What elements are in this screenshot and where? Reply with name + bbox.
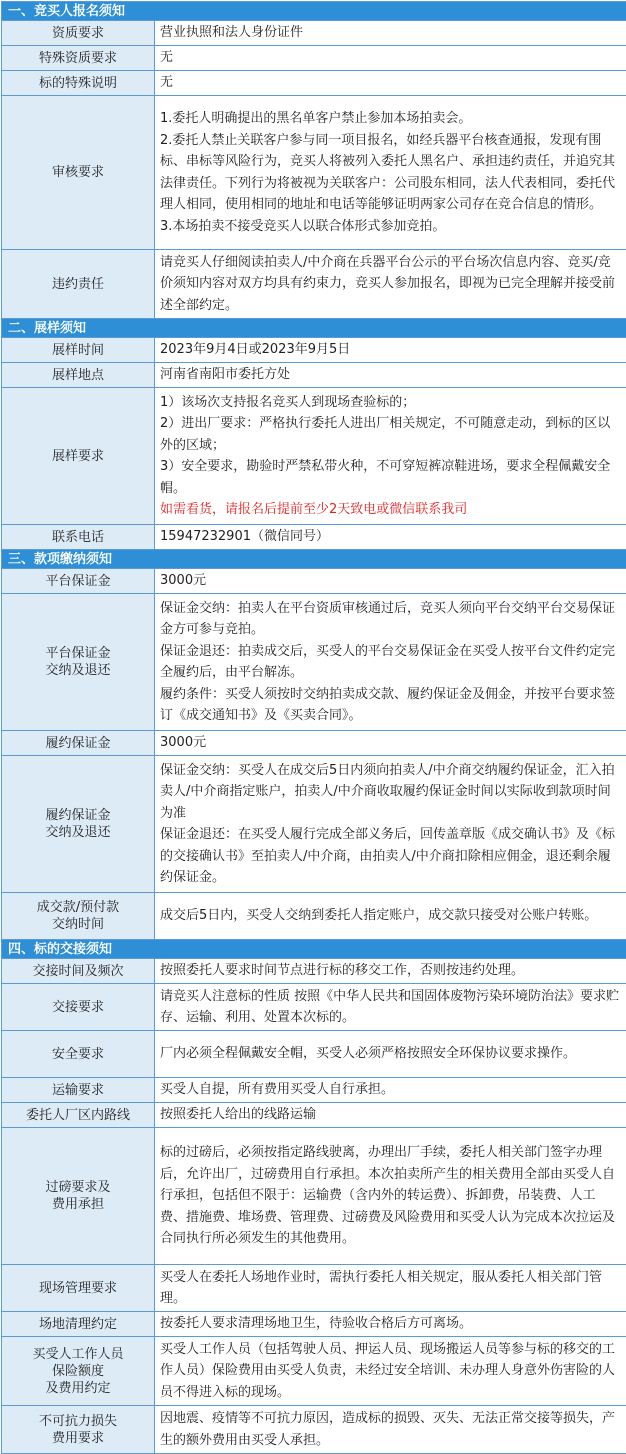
row-value <box>155 1265 626 1311</box>
row-value <box>155 594 626 730</box>
value-line: 按委托人要求清理场地卫生，待验收合格后方可离场。 <box>160 1316 473 1332</box>
value-line: 无 <box>160 50 174 66</box>
row-value <box>155 959 626 983</box>
table-row <box>2 1103 626 1128</box>
row-label: 联系电话 <box>2 525 155 549</box>
row-label: 不可抗力损失 费用要求 <box>2 1406 155 1453</box>
row-label: 运输要求 <box>2 1078 155 1102</box>
row-value <box>155 893 626 939</box>
row-value <box>155 984 626 1030</box>
row-value <box>155 1128 626 1264</box>
row-label: 资质要求 <box>2 21 155 45</box>
value-line: 3000元 <box>160 573 207 589</box>
row-label: 审核要求 <box>2 96 155 249</box>
value-line: 保证金退还：拍卖成交后，买受人的平台交易保证金在买受人按平台文件约定完全履约后，由平台解冻。 <box>160 643 616 680</box>
value-line: 按照委托人要求时间节点进行标的移交工作，否则按违约处理。 <box>160 963 525 979</box>
row-label: 交接时间及频次 <box>2 959 155 983</box>
row-value <box>155 1312 626 1336</box>
row-value <box>155 96 626 249</box>
value-line: 河南省南阳市委托方处 <box>160 367 291 383</box>
table-row <box>2 1128 626 1265</box>
row-value <box>155 388 626 524</box>
value-line: 厂内必须全程佩戴安全帽，买受人必须严格按照安全环保协议要求操作。 <box>160 1046 577 1062</box>
value-line: 保证金交纳：拍卖人在平台资质审核通过后，竞买人须向平台交纳平台交易保证金方可参与竞拍。 <box>160 600 616 637</box>
value-line: 买受人在委托人场地作业时，需执行委托人相关规定，服从委托人相关部门管理。 <box>160 1269 603 1306</box>
row-value <box>155 1103 626 1127</box>
table-row <box>2 338 626 363</box>
row-value <box>155 250 626 318</box>
row-value <box>155 338 626 362</box>
value-line: 2023年9月4日或2023年9月5日 <box>160 342 351 358</box>
value-line: 2.委托人禁止关联客户参与同一项目报名，如经兵器平台核查通报，发现有围标、串标等风险行为，竞买人将被列入委托人黑名户、承担违约责任，并追究其法律责任。下列行为将被视为关联客户：公司股东相同，法人代表相同，委托代理人相同，使用相同的地址和电话等能够证明两家公司存在竞合信息的情形。 <box>160 132 616 212</box>
table-row <box>2 96 626 250</box>
value-line: 营业执照和法人身份证件 <box>160 25 304 41</box>
row-label: 展样要求 <box>2 388 155 524</box>
value-line: 买受人自提，所有费用买受人自行承担。 <box>160 1082 395 1098</box>
row-label: 违约责任 <box>2 250 155 318</box>
row-value <box>155 71 626 95</box>
table-row <box>2 959 626 984</box>
section-header: 二、展样须知 <box>2 319 626 338</box>
section-header: 一、竞买人报名须知 <box>2 2 626 21</box>
row-value <box>155 1406 626 1453</box>
table-row <box>2 21 626 46</box>
value-line: 3）安全要求，勘验时严禁私带火种，不可穿短裤凉鞋进场，要求全程佩戴安全帽。 <box>160 459 611 496</box>
row-value <box>155 525 626 549</box>
table-row <box>2 1312 626 1337</box>
value-line: 请竞买人注意标的性质 按照《中华人民共和国固体废物污染环境防治法》要求贮存、运输、利用、处置本次标的。 <box>160 988 620 1025</box>
table-row <box>2 594 626 731</box>
row-label: 平台保证金 交纳及退还 <box>2 594 155 730</box>
row-label: 履约保证金 交纳及退还 <box>2 756 155 892</box>
table-row <box>2 46 626 71</box>
value-line: 因地震、疫情等不可抗力原因，造成标的损毁、灭失、无法正常交接等损失，产生的额外费用由买受人承担。 <box>160 1411 616 1448</box>
row-value <box>155 731 626 755</box>
value-line: 标的过磅后，必须按指定路线驶离，办理出厂手续，委托人相关部门签字办理后，允许出厂，过磅费用自行承担。本次拍卖所产生的相关费用全部由买受人自行承担，包括但不限于：运输费（含内外的转运费）、拆卸费，吊装费、人工费、措施费、堆场费、管理费、过磅费及风险费用和买受人认为完成本次拉运及合同执行所必须发生的其他费用。 <box>160 1145 616 1247</box>
row-label: 现场管理要求 <box>2 1265 155 1311</box>
value-line: 履约条件：买受人须按时交纳拍卖成交款、履约保证金及佣金，并按平台要求签订《成交通知书》及《买卖合同》。 <box>160 686 616 723</box>
row-label: 特殊资质要求 <box>2 46 155 70</box>
value-line: 保证金退还：在买受人履行完成全部义务后，回传盖章版《成交确认书》及《标的交接确认书》至拍卖人/中介商，由拍卖人/中介商扣除相应佣金，退还剩余履约保证金。 <box>160 827 616 885</box>
row-label: 交接要求 <box>2 984 155 1030</box>
row-value <box>155 21 626 45</box>
value-line: 成交后5日内，买受人交纳到委托人指定账户，成交款只接受对公账户转账。 <box>160 908 598 924</box>
value-line: 15947232901（微信同号） <box>160 529 329 545</box>
value-line: 请竞买人仔细阅读拍卖人/中介商在兵器平台公示的平台场次信息内容、竞买/竞价须知内容对双方均具有约束力，竞买人参加报名，即视为已完全理解并接受前述全部约定。 <box>160 254 616 313</box>
row-label: 展样时间 <box>2 338 155 362</box>
row-value <box>155 46 626 70</box>
section-header: 三、款项缴纳须知 <box>2 550 626 569</box>
row-label: 委托人厂区内路线 <box>2 1103 155 1127</box>
value-line: 按照委托人给出的线路运输 <box>160 1107 317 1123</box>
info-table <box>1 1 626 1454</box>
row-label: 买受人工作人员 保险额度 及费用约定 <box>2 1337 155 1405</box>
row-label: 展样地点 <box>2 363 155 387</box>
row-value <box>155 363 626 387</box>
value-line: 保证金交纳：买受人在成交后5日内须向拍卖人/中介商交纳履约保证金，汇入拍卖人/中介商指定账户，拍卖人/中介商收取履约保证金时间以实际收到款项时间为准 <box>160 762 615 821</box>
table-row <box>2 388 626 525</box>
row-label: 场地清理约定 <box>2 1312 155 1336</box>
row-value <box>155 756 626 892</box>
table-row <box>2 363 626 388</box>
row-label: 过磅要求及 费用承担 <box>2 1128 155 1264</box>
table-row <box>2 1265 626 1312</box>
value-line: 2）进出厂要求：严格执行委托人进出厂相关规定，不可随意走动，到标的区以外的区域； <box>160 416 611 453</box>
table-row <box>2 893 626 940</box>
table-row <box>2 71 626 96</box>
table-row <box>2 731 626 756</box>
row-label: 履约保证金 <box>2 731 155 755</box>
value-line: 无 <box>160 75 174 91</box>
section-header: 四、标的交接须知 <box>2 940 626 959</box>
table-row <box>2 250 626 319</box>
row-value <box>155 1031 626 1077</box>
table-row <box>2 569 626 594</box>
row-value <box>155 1337 626 1405</box>
row-value <box>155 569 626 593</box>
contact-notice: 如需看货，请报名后提前至少2天致电或微信联系我司 <box>160 502 468 517</box>
table-row <box>2 756 626 893</box>
value-line: 买受人工作人员（包括驾驶人员、押运人员、现场搬运人员等参与标的移交的工作人员）保险费用由买受人负责，未经过安全培训、未办理人身意外伤害险的人员不得进入标的现场。 <box>160 1341 616 1400</box>
table-row <box>2 1078 626 1103</box>
value-line: 3.本场拍卖不接受竞买人以联合体形式参加竞拍。 <box>160 218 446 234</box>
row-value <box>155 1078 626 1102</box>
table-row <box>2 1337 626 1406</box>
row-label: 安全要求 <box>2 1031 155 1077</box>
table-row <box>2 525 626 550</box>
row-label: 平台保证金 <box>2 569 155 593</box>
value-line: 1）该场次支持报名竞买人到现场查验标的； <box>160 394 416 410</box>
table-row <box>2 984 626 1031</box>
table-row <box>2 1406 626 1453</box>
row-label: 标的特殊说明 <box>2 71 155 95</box>
row-label: 成交款/预付款 交纳时间 <box>2 893 155 939</box>
value-line: 1.委托人明确提出的黑名单客户禁止参加本场拍卖会。 <box>160 111 472 126</box>
value-line: 3000元 <box>160 735 207 751</box>
table-row <box>2 1031 626 1078</box>
